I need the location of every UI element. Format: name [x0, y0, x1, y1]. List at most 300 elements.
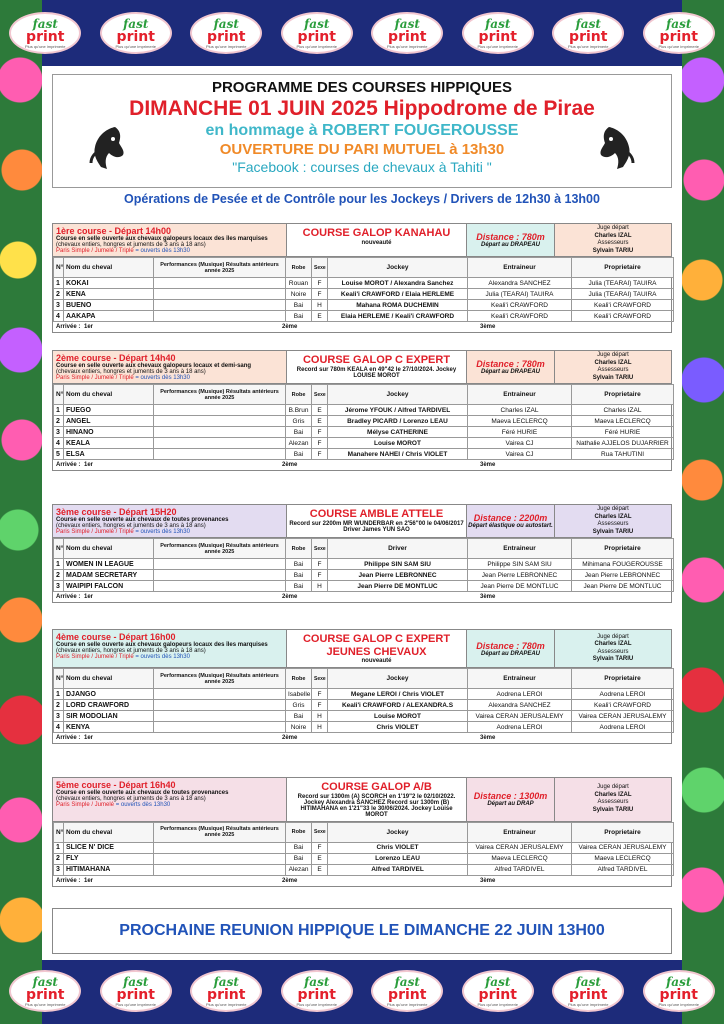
horse-rider: Louise MOROT: [328, 711, 468, 722]
arrival-label: Arrivée :: [56, 877, 81, 884]
horse-performance: [154, 689, 286, 700]
race-subtitle: nouveauté: [361, 239, 392, 246]
table-row: [54, 300, 674, 311]
arrival-label: Arrivée :: [56, 324, 81, 330]
horse-owner: Aodrena LEROI: [572, 689, 674, 700]
horse-performance: [154, 581, 286, 592]
table-row: [54, 416, 674, 427]
horse-name: LORD CRAWFORD: [64, 700, 154, 711]
horse-name: MADAM SECRETARY: [64, 570, 154, 581]
table-row: [54, 842, 674, 853]
program-facebook: "Facebook : courses de chevaux à Tahiti ": [232, 159, 492, 175]
fast-print-logo: fast print Plus qu'une imprimerie: [281, 970, 353, 1012]
race-description: Course en selle ouverte aux chevaux de toutes provenances: [56, 790, 229, 796]
arrival-second: 2ème: [282, 594, 298, 600]
race-info: [53, 630, 287, 667]
race-eligibility: (chevaux entiers, hongres et juments de 3 ans à 18 ans): [56, 648, 206, 654]
col-horse: Nom du cheval: [64, 669, 154, 689]
arrival-second: 2ème: [282, 324, 298, 330]
assessors-label: Assesseurs: [597, 367, 629, 373]
race-title-cell: [287, 778, 467, 821]
horse-name: ELSA: [64, 449, 154, 460]
col-no: N°: [54, 822, 64, 842]
horse-rider: Louise MOROT: [328, 438, 468, 449]
program-date-place: DIMANCHE 01 JUIN 2025 Hippodrome de Pirae: [129, 97, 595, 120]
table-row: [54, 722, 674, 733]
horse-rider: Lorenzo LEAU: [328, 853, 468, 864]
horse-robe: Bai: [286, 449, 312, 460]
table-row: [54, 427, 674, 438]
horse-robe: Noire: [286, 289, 312, 300]
arrival-third: 3ème: [480, 462, 496, 468]
program-header: [52, 74, 672, 188]
race-distance-cell: [467, 224, 555, 256]
race-distance: Distance : 780m: [476, 640, 545, 651]
col-rider: Jockey: [328, 669, 468, 689]
table-row: [54, 570, 674, 581]
horse-owner: Keali'i CRAWFORD: [572, 311, 674, 322]
table-row: [54, 559, 674, 570]
horse-robe: Isabelle: [286, 689, 312, 700]
horse-sex: E: [312, 853, 328, 864]
horse-trainer: Maeva LECLERCQ: [468, 416, 572, 427]
race-start-type: Départ au DRAP: [487, 801, 534, 808]
horse-rider: Mélyse CATHERINE: [328, 427, 468, 438]
horse-performance: [154, 570, 286, 581]
race-bets: Paris Simple / Jumelé: [56, 802, 115, 808]
race-distance: Distance : 780m: [476, 359, 545, 369]
race-distance-cell: [467, 630, 555, 667]
race-program-poster: [42, 66, 682, 960]
table-row: [54, 289, 674, 300]
horse-sex: H: [312, 722, 328, 733]
horse-number: 2: [54, 853, 64, 864]
horse-sex: F: [312, 842, 328, 853]
col-performance: Performances (Musique) Résultats antérieurs année 2025: [154, 539, 286, 559]
horse-robe: Rouan: [286, 278, 312, 289]
judge-label: Juge départ: [597, 784, 629, 791]
horse-owner: Keali'i CRAWFORD: [572, 700, 674, 711]
horse-performance: [154, 405, 286, 416]
horse-performance: [154, 711, 286, 722]
horse-robe: Bai: [286, 581, 312, 592]
horse-name: HINANO: [64, 427, 154, 438]
horse-performance: [154, 289, 286, 300]
table-row: [54, 449, 674, 460]
race-title: COURSE AMBLE ATTELE: [309, 508, 444, 520]
horse-robe: Bai: [286, 427, 312, 438]
horse-owner: Keali'i CRAWFORD: [572, 300, 674, 311]
table-header-row: [54, 822, 674, 842]
horse-performance: [154, 559, 286, 570]
race-description: Course en selle ouverte aux chevaux de toutes provenances: [56, 517, 229, 523]
table-row: [54, 405, 674, 416]
race-title: COURSE GALOP C EXPERT JEUNES CHEVAUX: [302, 633, 451, 658]
horse-trainer: Charles IZAL: [468, 405, 572, 416]
race-runners-table: [53, 538, 674, 592]
horse-owner: Vairea CERAN JERUSALEMY: [572, 842, 674, 853]
horse-rider: Jean Pierre DE MONTLUC: [328, 581, 468, 592]
fast-print-logo: fast print Plus qu'une imprimerie: [462, 970, 534, 1012]
table-row: [54, 311, 674, 322]
race-bets-opening: = ouverts dès 13h30: [135, 654, 190, 660]
table-header-row: [54, 669, 674, 689]
horse-rider: Jérome YFOUK / Alfred TARDIVEL: [328, 405, 468, 416]
race-title-cell: [287, 630, 467, 667]
horse-rider: Keali'i CRAWFORD / Elaia HERLEME: [328, 289, 468, 300]
next-meeting: PROCHAINE REUNION HIPPIQUE LE DIMANCHE 22 JUIN 13H00: [52, 908, 672, 954]
horse-number: 1: [54, 405, 64, 416]
col-robe: Robe: [286, 539, 312, 559]
horse-sex: F: [312, 427, 328, 438]
race-start-type: Départ élastique ou autostart.: [468, 523, 553, 529]
race-block-1: [52, 223, 672, 333]
race-bets: Paris Simple / Jumelé / Triplé: [56, 248, 134, 254]
judge-name: Charles IZAL: [594, 232, 632, 239]
col-horse: Nom du cheval: [64, 539, 154, 559]
horse-name: KENYA: [64, 722, 154, 733]
horse-robe: B.Brun: [286, 405, 312, 416]
col-horse: Nom du cheval: [64, 258, 154, 278]
race-officials: [555, 630, 671, 667]
horse-owner: Aodrena LEROI: [572, 722, 674, 733]
arrival-first: 1er: [84, 594, 94, 600]
horse-robe: Noire: [286, 722, 312, 733]
race-info: [53, 351, 287, 383]
horse-sex: E: [312, 311, 328, 322]
horse-trainer: Vairea CERAN JERUSALEMY: [468, 711, 572, 722]
horse-robe: Bai: [286, 570, 312, 581]
logo-row-bottom: [0, 966, 724, 1016]
horse-sex: F: [312, 559, 328, 570]
race-block-3: [52, 504, 672, 603]
col-performance: Performances (Musique) Résultats antérieurs année 2025: [154, 258, 286, 278]
race-bets-opening: = ouverts dès 13h30: [115, 802, 171, 808]
table-row: [54, 864, 674, 875]
horse-performance: [154, 853, 286, 864]
col-owner: Proprietaire: [572, 822, 674, 842]
race-description: Course en selle ouverte aux chevaux galopeurs locaux des îles marquises: [56, 236, 268, 242]
race-number-time: 2ème course - Départ 14h40: [56, 353, 176, 363]
horse-number: 4: [54, 311, 64, 322]
horse-trainer: Alexandra SANCHEZ: [468, 278, 572, 289]
arrival-third: 3ème: [480, 877, 496, 884]
race-number-time: 4ème course - Départ 16h00: [56, 632, 176, 642]
judge-name: Charles IZAL: [594, 791, 632, 798]
horse-name: AAKAPA: [64, 311, 154, 322]
race-subtitle: nouveauté: [361, 658, 392, 665]
horse-trainer: Jean Pierre LEBRONNEC: [468, 570, 572, 581]
race-officials: [555, 778, 671, 821]
col-performance: Performances (Musique) Résultats antérieurs année 2025: [154, 385, 286, 405]
assessors-name: Sylvain TARIU: [592, 656, 634, 663]
horse-number: 3: [54, 864, 64, 875]
horse-sex: E: [312, 405, 328, 416]
horse-sex: F: [312, 449, 328, 460]
judge-label: Juge départ: [597, 352, 629, 358]
horse-trainer: Alfred TARDIVEL: [468, 864, 572, 875]
horse-number: 2: [54, 570, 64, 581]
horse-name: WAIPIPI FALCON: [64, 581, 154, 592]
race-runners-table: [53, 822, 674, 876]
race-bets: Paris Simple / Jumelé / Triplé: [56, 375, 134, 381]
horse-robe: Bai: [286, 311, 312, 322]
horse-robe: Alezan: [286, 438, 312, 449]
col-no: N°: [54, 539, 64, 559]
race-number-time: 1ère course - Départ 14h00: [56, 226, 172, 236]
horse-name: BUENO: [64, 300, 154, 311]
horse-robe: Bai: [286, 300, 312, 311]
col-horse: Nom du cheval: [64, 822, 154, 842]
arrival-first: 1er: [84, 462, 94, 468]
race-bets: Paris Simple / Jumelé / Triplé: [56, 529, 134, 535]
fast-print-logo: fast print Plus qu'une imprimerie: [552, 970, 624, 1012]
assessors-label: Assesseurs: [597, 521, 629, 527]
horse-rider: Manahere NAHEI / Chris VIOLET: [328, 449, 468, 460]
fast-print-logo: fast print Plus qu'une imprimerie: [371, 970, 443, 1012]
horse-number: 1: [54, 278, 64, 289]
race-info: [53, 505, 287, 537]
arrival-row: [53, 460, 671, 470]
weighing-operations: Opérations de Pesée et de Contrôle pour les Jockeys / Drivers de 12h30 à 13h00: [124, 192, 600, 206]
horse-number: 3: [54, 427, 64, 438]
col-performance: Performances (Musique) Résultats antérieurs année 2025: [154, 822, 286, 842]
arrival-row: [53, 592, 671, 602]
horse-performance: [154, 427, 286, 438]
arrival-label: Arrivée :: [56, 594, 81, 600]
judge-label: Juge départ: [597, 225, 629, 231]
race-number-time: 3ème course - Départ 15H20: [56, 507, 177, 517]
race-start-type: Départ au DRAPEAU: [480, 369, 540, 375]
race-distance: Distance : 2200m: [473, 513, 548, 523]
judge-name: Charles IZAL: [594, 641, 632, 648]
col-sex: Sexe: [312, 822, 328, 842]
race-bets: Paris Simple / Jumelé / Triplé: [56, 654, 134, 660]
horse-owner: Jean Pierre LEBRONNEC: [572, 570, 674, 581]
race-start-type: Départ au DRAPEAU: [480, 650, 540, 657]
assessors-name: Sylvain TARIU: [592, 806, 634, 813]
fast-print-logo: fast print Plus qu'une imprimerie: [462, 12, 534, 54]
table-row: [54, 278, 674, 289]
race-officials: [555, 224, 671, 256]
race-title-cell: [287, 505, 467, 537]
horse-owner: Julia (TEARAI) TAUIRA: [572, 289, 674, 300]
horse-robe: Bai: [286, 842, 312, 853]
horse-rider: Philippe SIN SAM SIU: [328, 559, 468, 570]
horse-owner: Alfred TARDIVEL: [572, 864, 674, 875]
race-distance-cell: [467, 351, 555, 383]
horse-number: 1: [54, 559, 64, 570]
col-sex: Sexe: [312, 258, 328, 278]
horse-number: 3: [54, 711, 64, 722]
horse-sex: E: [312, 864, 328, 875]
judge-label: Juge départ: [597, 633, 629, 640]
horse-name: ANGEL: [64, 416, 154, 427]
race-officials: [555, 505, 671, 537]
race-block-4: [52, 629, 672, 744]
horse-owner: Maeva LECLERCQ: [572, 853, 674, 864]
race-title-cell: [287, 224, 467, 256]
program-opening-time: OUVERTURE DU PARI MUTUEL à 13h30: [219, 141, 505, 158]
horse-number: 1: [54, 689, 64, 700]
horse-name: DJANGO: [64, 689, 154, 700]
horse-robe: Gris: [286, 416, 312, 427]
horse-rider: Alfred TARDIVEL: [328, 864, 468, 875]
arrival-first: 1er: [84, 877, 94, 884]
fast-print-logo: fast print Plus qu'une imprimerie: [643, 970, 715, 1012]
horse-owner: Maeva LECLERCQ: [572, 416, 674, 427]
race-block-2: [52, 350, 672, 471]
race-eligibility: (chevaux entiers, hongres et juments de 3 ans à 18 ans): [56, 796, 206, 802]
horse-performance: [154, 722, 286, 733]
assessors-name: Sylvain TARIU: [592, 374, 634, 381]
race-subtitle: Record sur 1300m (A) SCORCH en 1'19"2 le 02/10/2022. Jockey Alexandra SANCHEZ Record sur 1300m (B) HITIMAHANA en 1'21"33 le 30/06/2024. Jockey Louise MOROT: [297, 793, 456, 818]
horse-name: FUEGO: [64, 405, 154, 416]
horse-trainer: Jean Pierre DE MONTLUC: [468, 581, 572, 592]
horse-rider: Louise MOROT / Alexandra Sanchez: [328, 278, 468, 289]
horse-rider: Mahana ROMA DUCHEMIN: [328, 300, 468, 311]
horse-sex: F: [312, 570, 328, 581]
col-no: N°: [54, 258, 64, 278]
race-block-5: [52, 777, 672, 887]
horse-owner: Jean Pierre DE MONTLUC: [572, 581, 674, 592]
horse-robe: Alezan: [286, 864, 312, 875]
arrival-third: 3ème: [480, 735, 496, 742]
judge-name: Charles IZAL: [594, 359, 632, 366]
col-sex: Sexe: [312, 669, 328, 689]
arrival-second: 2ème: [282, 877, 298, 884]
horse-robe: Bai: [286, 711, 312, 722]
horse-trainer: Alexandra SANCHEZ: [468, 700, 572, 711]
horse-number: 5: [54, 449, 64, 460]
horse-number: 2: [54, 289, 64, 300]
race-eligibility: (chevaux entiers, hongres et juments de 3 ans à 18 ans): [56, 242, 206, 248]
horse-sex: F: [312, 278, 328, 289]
horse-number: 2: [54, 416, 64, 427]
horse-sex: F: [312, 289, 328, 300]
horse-rider: Bradley PICARD / Lorenzo LEAU: [328, 416, 468, 427]
arrival-third: 3ème: [480, 324, 496, 330]
col-rider: Jockey: [328, 258, 468, 278]
table-header-row: [54, 385, 674, 405]
horse-sex: F: [312, 689, 328, 700]
col-trainer: Entraineur: [468, 669, 572, 689]
horse-owner: Julia (TEARAI) TAUIRA: [572, 278, 674, 289]
table-row: [54, 711, 674, 722]
arrival-label: Arrivée :: [56, 462, 81, 468]
horse-performance: [154, 449, 286, 460]
col-trainer: Entraineur: [468, 258, 572, 278]
horse-trainer: Aodrena LEROI: [468, 689, 572, 700]
col-robe: Robe: [286, 258, 312, 278]
arrival-row: [53, 322, 671, 332]
race-start-type: Départ au DRAPEAU: [480, 242, 540, 248]
horse-trainer: Maeva LECLERCQ: [468, 853, 572, 864]
horse-performance: [154, 311, 286, 322]
race-distance: Distance : 1300m: [473, 791, 548, 802]
horse-number: 4: [54, 722, 64, 733]
horse-sex: H: [312, 711, 328, 722]
assessors-name: Sylvain TARIU: [592, 247, 634, 254]
horse-sex: F: [312, 438, 328, 449]
arrival-first: 1er: [84, 324, 94, 330]
arrival-second: 2ème: [282, 735, 298, 742]
horse-name: KEALA: [64, 438, 154, 449]
horse-sex: H: [312, 300, 328, 311]
col-owner: Proprietaire: [572, 669, 674, 689]
col-rider: Jockey: [328, 385, 468, 405]
col-trainer: Entraineur: [468, 822, 572, 842]
table-row: [54, 581, 674, 592]
horse-trainer: Julia (TEARAI) TAUIRA: [468, 289, 572, 300]
horse-trainer: Féré HURIE: [468, 427, 572, 438]
horse-trainer: Vairea CJ: [468, 449, 572, 460]
race-description: Course en selle ouverte aux chevaux galopeurs locaux des îles marquises: [56, 642, 268, 648]
horse-number: 3: [54, 581, 64, 592]
table-row: [54, 700, 674, 711]
col-trainer: Entraineur: [468, 385, 572, 405]
fast-print-logo: fast print Plus qu'une imprimerie: [552, 12, 624, 54]
horse-sex: F: [312, 700, 328, 711]
horse-head-icon: [591, 123, 639, 173]
horse-number: 2: [54, 700, 64, 711]
horse-trainer: Keali'i CRAWFORD: [468, 300, 572, 311]
judge-name: Charles IZAL: [594, 513, 632, 520]
horse-rider: Elaia HERLEME / Keali'i CRAWFORD: [328, 311, 468, 322]
horse-name: WOMEN IN LEAGUE: [64, 559, 154, 570]
col-owner: Proprietaire: [572, 258, 674, 278]
fast-print-logo: fast print Plus qu'une imprimerie: [9, 970, 81, 1012]
horse-name: KOKAI: [64, 278, 154, 289]
horse-robe: Bai: [286, 559, 312, 570]
race-info: [53, 778, 287, 821]
race-info: [53, 224, 287, 256]
race-bets-opening: = ouverts dès 13h30: [135, 529, 190, 535]
fast-print-logo: fast print Plus qu'une imprimerie: [643, 12, 715, 54]
horse-performance: [154, 700, 286, 711]
col-rider: Driver: [328, 539, 468, 559]
horse-head-icon: [85, 123, 133, 173]
race-officials: [555, 351, 671, 383]
horse-robe: Bai: [286, 853, 312, 864]
race-description: Course en selle ouverte aux chevaux galopeurs locaux et demi-sang: [56, 363, 252, 369]
arrival-third: 3ème: [480, 594, 496, 600]
col-robe: Robe: [286, 822, 312, 842]
race-runners-table: [53, 257, 674, 322]
horse-rider: Chris VIOLET: [328, 842, 468, 853]
horse-trainer: Vairea CERAN JERUSALEMY: [468, 842, 572, 853]
program-tribute: en hommage à ROBERT FOUGEROUSSE: [205, 122, 519, 139]
fast-print-logo: fast print Plus qu'une imprimerie: [371, 12, 443, 54]
assessors-label: Assesseurs: [597, 799, 629, 806]
horse-performance: [154, 864, 286, 875]
col-owner: Proprietaire: [572, 539, 674, 559]
race-runners-table: [53, 384, 674, 460]
table-row: [54, 689, 674, 700]
race-title: COURSE GALOP A/B: [321, 781, 432, 793]
program-title: PROGRAMME DES COURSES HIPPIQUES: [211, 79, 513, 96]
logo-row-top: [0, 8, 724, 58]
col-sex: Sexe: [312, 385, 328, 405]
fast-print-logo: fast print Plus qu'une imprimerie: [9, 12, 81, 54]
race-distance: Distance : 780m: [476, 232, 545, 242]
horse-trainer: Philippe SIN SAM SIU: [468, 559, 572, 570]
race-title: COURSE GALOP C EXPERT: [302, 354, 451, 366]
horse-owner: Vairea CERAN JERUSALEMY: [572, 711, 674, 722]
assessors-label: Assesseurs: [597, 648, 629, 655]
horse-rider: Jean Pierre LEBRONNEC: [328, 570, 468, 581]
horse-rider: Megane LEROI / Chris VIOLET: [328, 689, 468, 700]
